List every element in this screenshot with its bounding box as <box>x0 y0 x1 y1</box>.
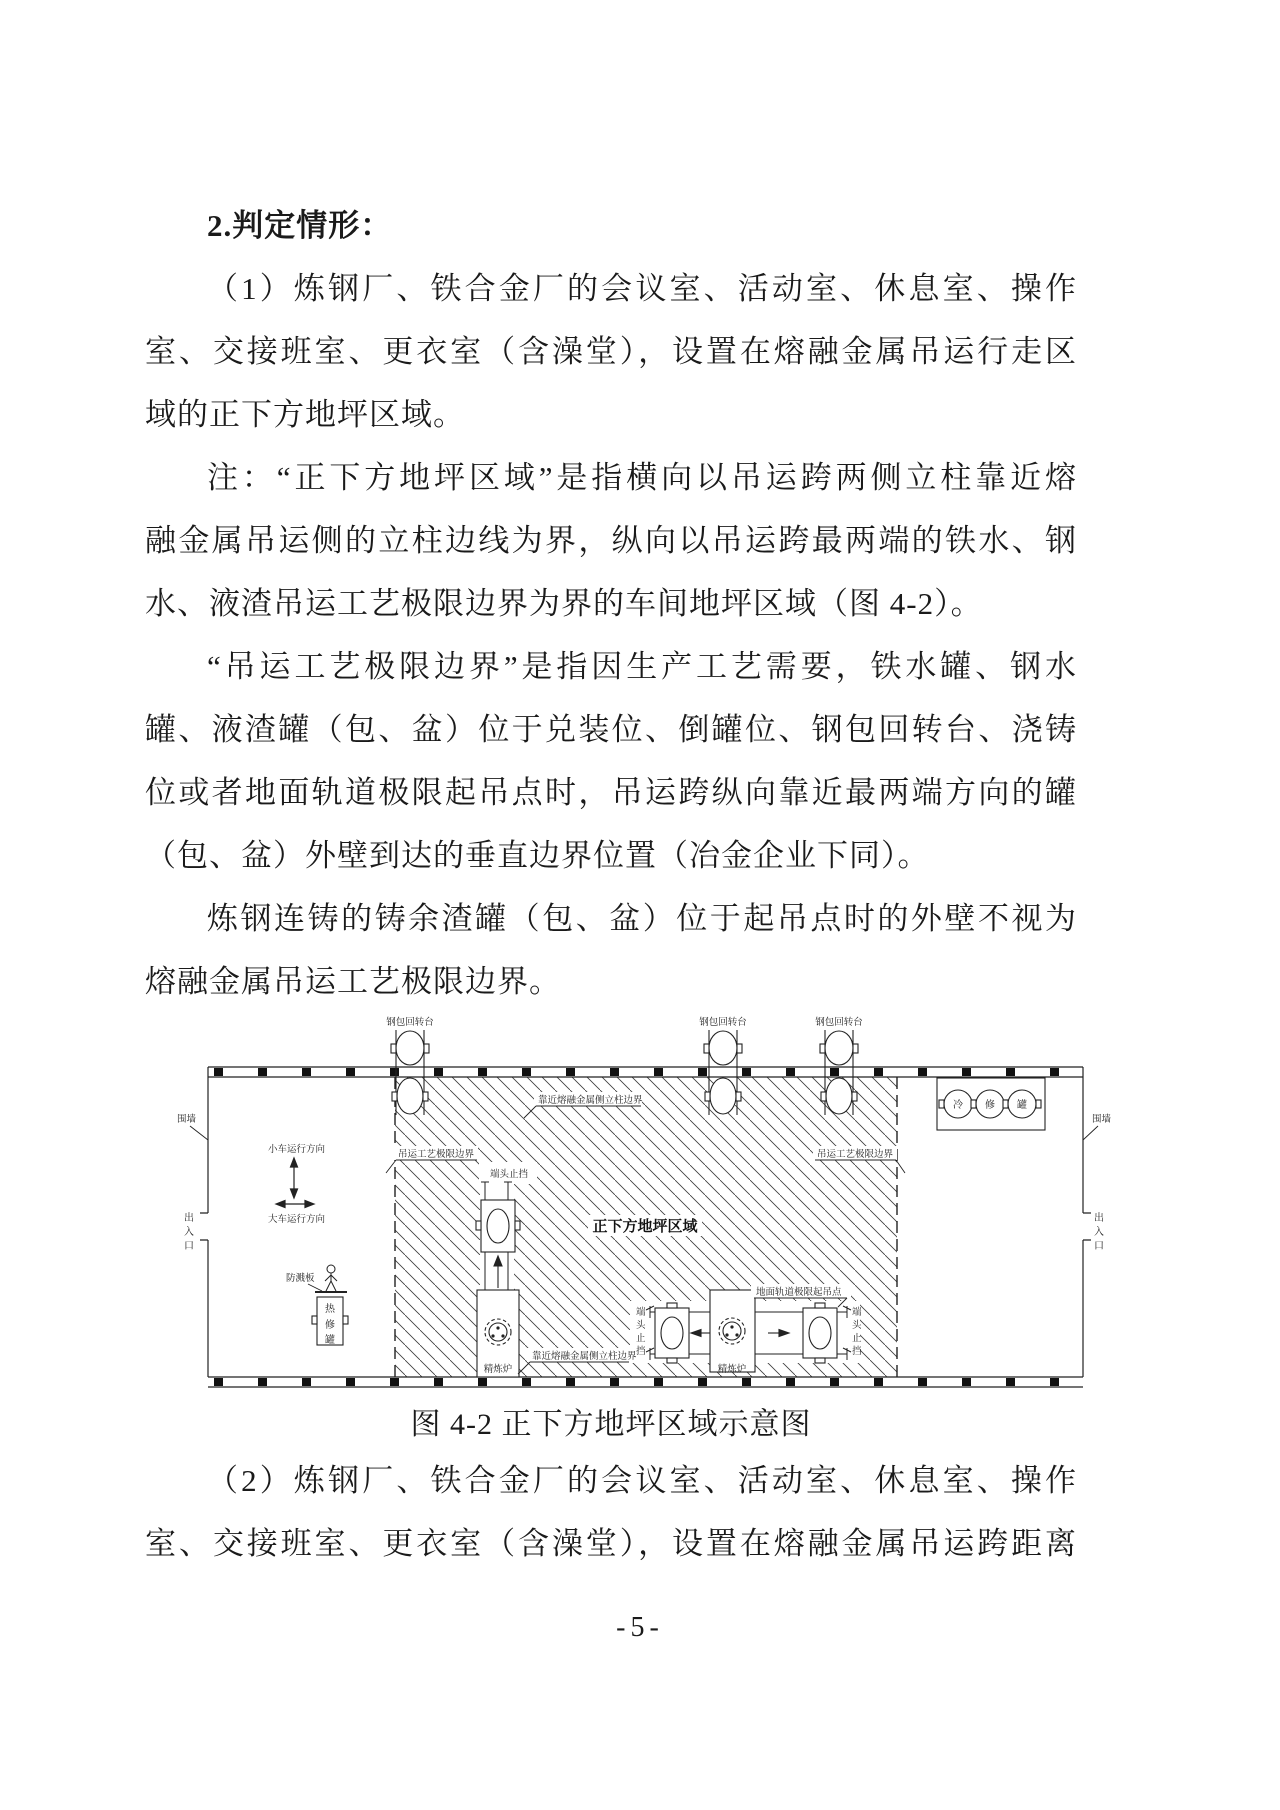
svg-text:口: 口 <box>1094 1241 1104 1252</box>
body-line: 罐、液渣罐（包、盆）位于兑装位、倒罐位、钢包回转台、浇铸 <box>145 712 1077 747</box>
splash-guard-label: 防溅板 <box>286 1274 315 1284</box>
entrance-exit-label-right <box>1094 1211 1104 1252</box>
body-line: “吊运工艺极限边界”是指因生产工艺需要，铁水罐、钢水 <box>207 649 1077 684</box>
refining-furnace-left <box>477 1290 519 1377</box>
refining-furnace-label: 精炼炉 <box>483 1365 513 1375</box>
section-heading: 2.判定情形： <box>207 208 393 243</box>
enclosure-wall-label-right: 围墙 <box>1092 1115 1112 1125</box>
svg-text:端: 端 <box>852 1308 862 1318</box>
body-line: 室、交接班室、更衣室（含澡堂），设置在熔融金属吊运跨距离 <box>145 1526 1077 1561</box>
body-line: （包、盆）外壁到达的垂直边界位置（冶金企业下同）。 <box>145 838 930 873</box>
refining-furnace-label: 精炼炉 <box>717 1365 747 1375</box>
svg-text:挡: 挡 <box>852 1347 862 1357</box>
svg-text:止: 止 <box>852 1334 862 1344</box>
body-line: 水、液渣吊运工艺极限边界为界的车间地坪区域（图 4-2）。 <box>145 586 983 621</box>
body-line: 域的正下方地坪区域。 <box>145 397 465 432</box>
directly-below-area-label: 正下方地坪区域 <box>592 1219 698 1235</box>
svg-text:头: 头 <box>852 1321 862 1331</box>
figure-4-2-diagram <box>150 1000 1150 1400</box>
hot-repair-tank-label <box>325 1302 336 1346</box>
svg-text:入: 入 <box>184 1227 194 1238</box>
body-line: 炼钢连铸的铸余渣罐（包、盆）位于起吊点时的外壁不视为 <box>207 901 1077 936</box>
ladle-car-bottom-left <box>655 1303 689 1363</box>
body-line: （1）炼钢厂、铁合金厂的会议室、活动室、休息室、操作 <box>207 271 1077 306</box>
svg-text:端: 端 <box>636 1308 646 1318</box>
svg-text:罐: 罐 <box>325 1335 335 1346</box>
svg-text:止: 止 <box>636 1334 646 1344</box>
tank-char: 罐 <box>1017 1100 1027 1111</box>
body-line: 位或者地面轨道极限起吊点时，吊运跨纵向靠近最两端方向的罐 <box>145 775 1077 810</box>
body-line: 熔融金属吊运工艺极限边界。 <box>145 964 561 999</box>
svg-text:出: 出 <box>1094 1213 1104 1224</box>
process-limit-boundary-label-right: 吊运工艺极限边界 <box>817 1150 894 1160</box>
svg-text:口: 口 <box>184 1241 194 1252</box>
leader-line <box>190 1126 208 1140</box>
repair-char: 修 <box>985 1100 995 1111</box>
entrance-exit-label-left <box>184 1211 194 1252</box>
svg-text:头: 头 <box>636 1321 646 1331</box>
body-line: （2）炼钢厂、铁合金厂的会议室、活动室、休息室、操作 <box>207 1463 1077 1498</box>
svg-text:出: 出 <box>184 1213 194 1224</box>
enclosure-wall-label-left: 围墙 <box>177 1115 197 1125</box>
page-number: -5- <box>616 1612 664 1643</box>
cold-char: 冷 <box>953 1100 963 1111</box>
trolley-direction-arrow <box>291 1158 298 1198</box>
svg-text:修: 修 <box>325 1320 335 1331</box>
ladle-turret-label: 钢包回转台 <box>699 1018 747 1028</box>
figure-caption: 图 4-2 正下方地坪区域示意图 <box>410 1408 812 1441</box>
near-molten-column-boundary-label-top: 靠近熔融金属侧立柱边界 <box>538 1096 643 1106</box>
worker-figure <box>325 1265 337 1291</box>
crane-direction-arrow <box>276 1201 314 1208</box>
leader-line <box>1083 1126 1098 1140</box>
svg-text:入: 入 <box>1094 1227 1104 1238</box>
body-line: 注：“正下方地坪区域”是指横向以吊运跨两侧立柱靠近熔 <box>207 460 1077 495</box>
ladle-car-upper <box>476 1200 520 1252</box>
body-line: 室、交接班室、更衣室（含澡堂），设置在熔融金属吊运行走区 <box>145 334 1077 369</box>
trolley-direction-label: 小车运行方向 <box>268 1145 326 1155</box>
process-limit-boundary-label-left: 吊运工艺极限边界 <box>398 1150 475 1160</box>
ladle-turret-label: 钢包回转台 <box>815 1018 863 1028</box>
near-molten-column-boundary-label-bottom: 靠近熔融金属侧立柱边界 <box>532 1352 637 1362</box>
svg-text:热: 热 <box>325 1304 335 1315</box>
svg-text:挡: 挡 <box>636 1347 646 1357</box>
refining-furnace-center <box>710 1290 755 1372</box>
body-line: 融金属吊运侧的立柱边线为界，纵向以吊运跨最两端的铁水、钢 <box>145 523 1077 558</box>
crane-direction-label: 大车运行方向 <box>268 1215 326 1225</box>
ladle-turret-label: 钢包回转台 <box>386 1018 434 1028</box>
leader-line <box>308 1284 322 1291</box>
ground-rail-limit-label: 地面轨道极限起吊点 <box>756 1288 842 1298</box>
ladle-car-bottom-right <box>803 1303 837 1363</box>
end-stop-label-top: 端头止挡 <box>490 1170 529 1180</box>
